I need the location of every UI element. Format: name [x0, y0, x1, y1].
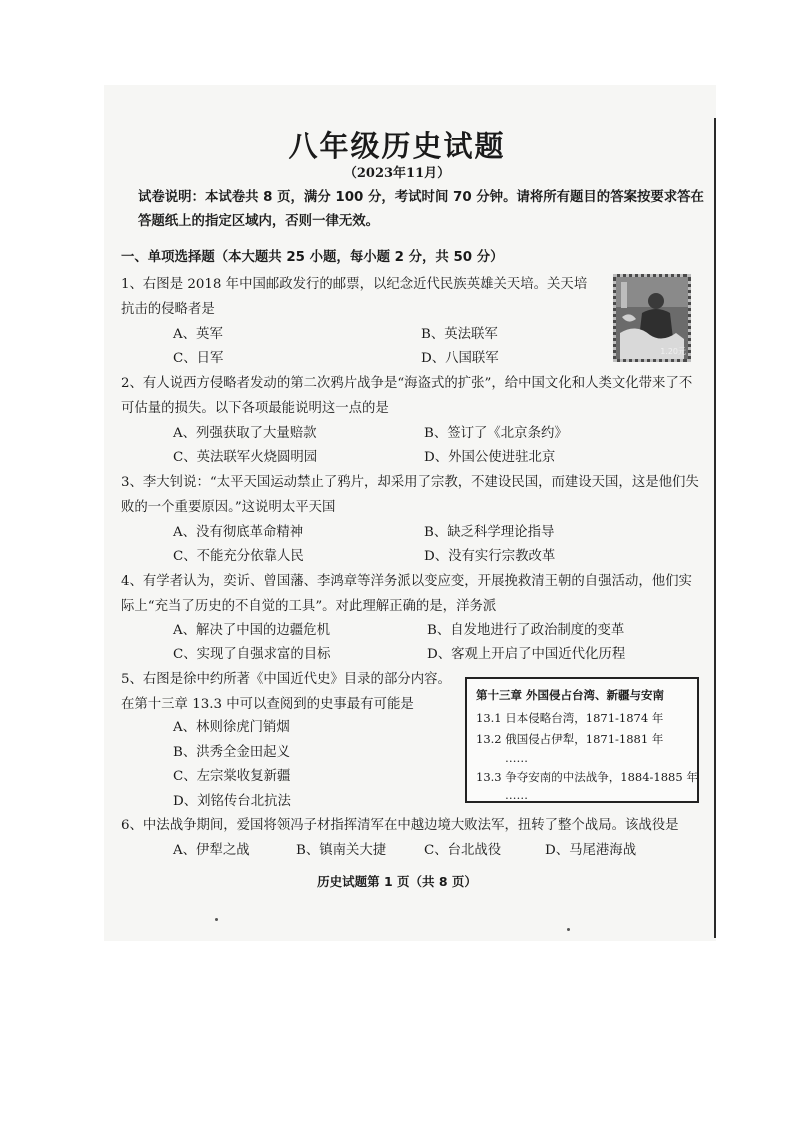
question-5-line-1: 5、右图是徐中约所著《中国近代史》目录的部分内容。	[121, 672, 451, 687]
stamp-image	[613, 274, 691, 362]
scan-speck	[567, 928, 570, 931]
question-5-line-2: 在第十三章 13.3 中可以查阅到的史事最有可能是	[121, 697, 414, 712]
question-1-option-c: C、日军	[173, 351, 224, 366]
scan-speck	[215, 918, 218, 921]
question-3-option-a: A、没有彻底革命精神	[173, 525, 304, 540]
question-2-option-c: C、英法联军火烧圆明园	[173, 450, 318, 465]
stamp-value: 1.20元	[660, 347, 686, 356]
question-1-line-2: 抗击的侵略者是	[121, 302, 215, 317]
question-2-option-b: B、签订了《北京条约》	[424, 426, 568, 441]
question-6-option-c: C、台北战役	[424, 843, 502, 858]
question-4-option-d: D、客观上开启了中国近代化历程	[427, 647, 626, 662]
question-3-option-d: D、没有实行宗教改革	[424, 549, 556, 564]
instructions-line-1: 试卷说明：本试卷共 8 页，满分 100 分，考试时间 70 分钟。请将所有题目的答案按要求答在	[138, 190, 704, 205]
question-1-option-d: D、八国联军	[421, 351, 499, 366]
question-5-option-b: B、洪秀全金田起义	[173, 745, 290, 760]
toc-ellipsis-2: ……	[505, 788, 528, 802]
scan-edge-line	[714, 118, 716, 938]
toc-item-13-3: 13.3 争夺安南的中法战争，1884-1885 年	[476, 770, 698, 784]
question-5-option-d: D、刘铭传台北抗法	[173, 794, 291, 809]
question-4-line-2: 际上“充当了历史的不自觉的工具”。对此理解正确的是，洋务派	[121, 599, 497, 614]
question-1-option-b: B、英法联军	[421, 327, 498, 342]
question-3-option-b: B、缺乏科学理论指导	[424, 525, 555, 540]
question-3-line-1: 3、李大钊说：“太平天国运动禁止了鸦片，却采用了宗教，不建设民国，而建设天国，这是他们失	[121, 475, 699, 490]
question-5-option-c: C、左宗棠收复新疆	[173, 769, 291, 784]
instructions-line-2: 答题纸上的指定区域内，否则一律无效。	[138, 214, 380, 229]
question-1-line-1: 1、右图是 2018 年中国邮政发行的邮票，以纪念近代民族英雄关天培。关天培	[121, 277, 588, 292]
question-4-line-1: 4、有学者认为，奕䜣、曾国藩、李鸿章等洋务派以变应变，开展挽救清王朝的自强活动，他们实	[121, 574, 692, 589]
question-6-option-d: D、马尾港海战	[545, 843, 637, 858]
question-1-option-a: A、英军	[173, 327, 223, 342]
question-2-option-a: A、列强获取了大量赔款	[173, 426, 317, 441]
question-4-option-c: C、实现了自强求富的目标	[173, 647, 331, 662]
question-2-option-d: D、外国公使进驻北京	[424, 450, 556, 465]
question-2-line-1: 2、有人说西方侵略者发动的第二次鸦片战争是“海盗式的扩张”，给中国文化和人类文化带来了不	[121, 376, 693, 391]
section-heading: 一、单项选择题（本大题共 25 小题，每小题 2 分，共 50 分）	[121, 250, 504, 265]
question-4-option-a: A、解决了中国的边疆危机	[173, 623, 330, 638]
question-6-line-1: 6、中法战争期间，爱国将领冯子材指挥清军在中越边境大败法军，扭转了整个战局。该战役是	[121, 818, 679, 833]
question-2-line-2: 可估量的损失。以下各项最能说明这一点的是	[121, 401, 389, 416]
question-3-option-c: C、不能充分依靠人民	[173, 549, 304, 564]
question-4-option-b: B、自发地进行了政治制度的变革	[427, 623, 625, 638]
toc-heading: 第十三章 外国侵占台湾、新疆与安南	[476, 688, 665, 702]
toc-box	[465, 677, 699, 803]
question-6-option-b: B、镇南关大捷	[296, 843, 387, 858]
question-3-line-2: 败的一个重要原因。”这说明太平天国	[121, 500, 336, 515]
toc-item-13-1: 13.1 日本侵略台湾，1871-1874 年	[476, 711, 664, 725]
toc-ellipsis-1: ……	[505, 751, 528, 765]
question-6-option-a: A、伊犁之战	[173, 843, 250, 858]
exam-title: 八年级历史试题	[288, 129, 506, 163]
exam-date: （2023年11月）	[343, 166, 451, 181]
page-footer: 历史试题第 1 页（共 8 页）	[317, 874, 477, 889]
toc-item-13-2: 13.2 俄国侵占伊犁，1871-1881 年	[476, 732, 664, 746]
question-5-option-a: A、林则徐虎门销烟	[173, 720, 290, 735]
